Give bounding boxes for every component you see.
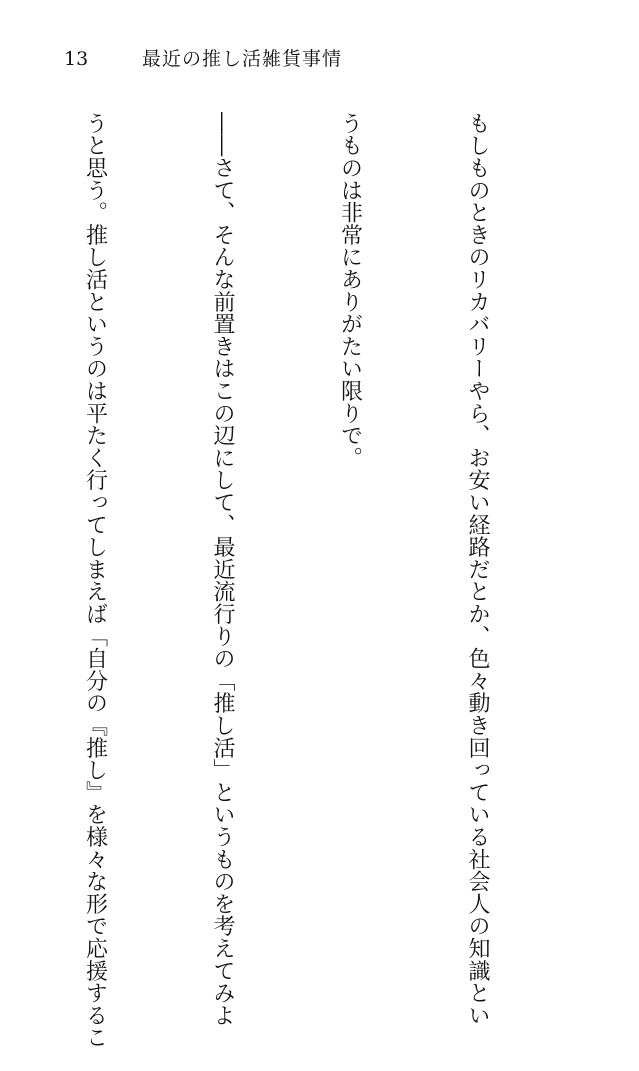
- text-line: うと思う。推し活というのは平たく行ってしまえば「自分の『推し』を様々な形で応援するこ: [82, 112, 108, 1049]
- page-number: 13: [64, 47, 89, 70]
- text-line: もしものときのリカバリーやら、お安い経路だとか、色々動き回っている社会人の知識とい: [465, 112, 490, 1027]
- page-header: [64, 44, 342, 74]
- running-title: 最近の推し活雑貨事情: [142, 47, 343, 70]
- text-line: ――さて、そんな前置きはこの辺にして、最近流行りの「推し活」というものを考えてみよ: [210, 112, 235, 1027]
- text-line: うものは非常にありがたい限りで。: [337, 112, 363, 469]
- body-text: [0, 112, 583, 1049]
